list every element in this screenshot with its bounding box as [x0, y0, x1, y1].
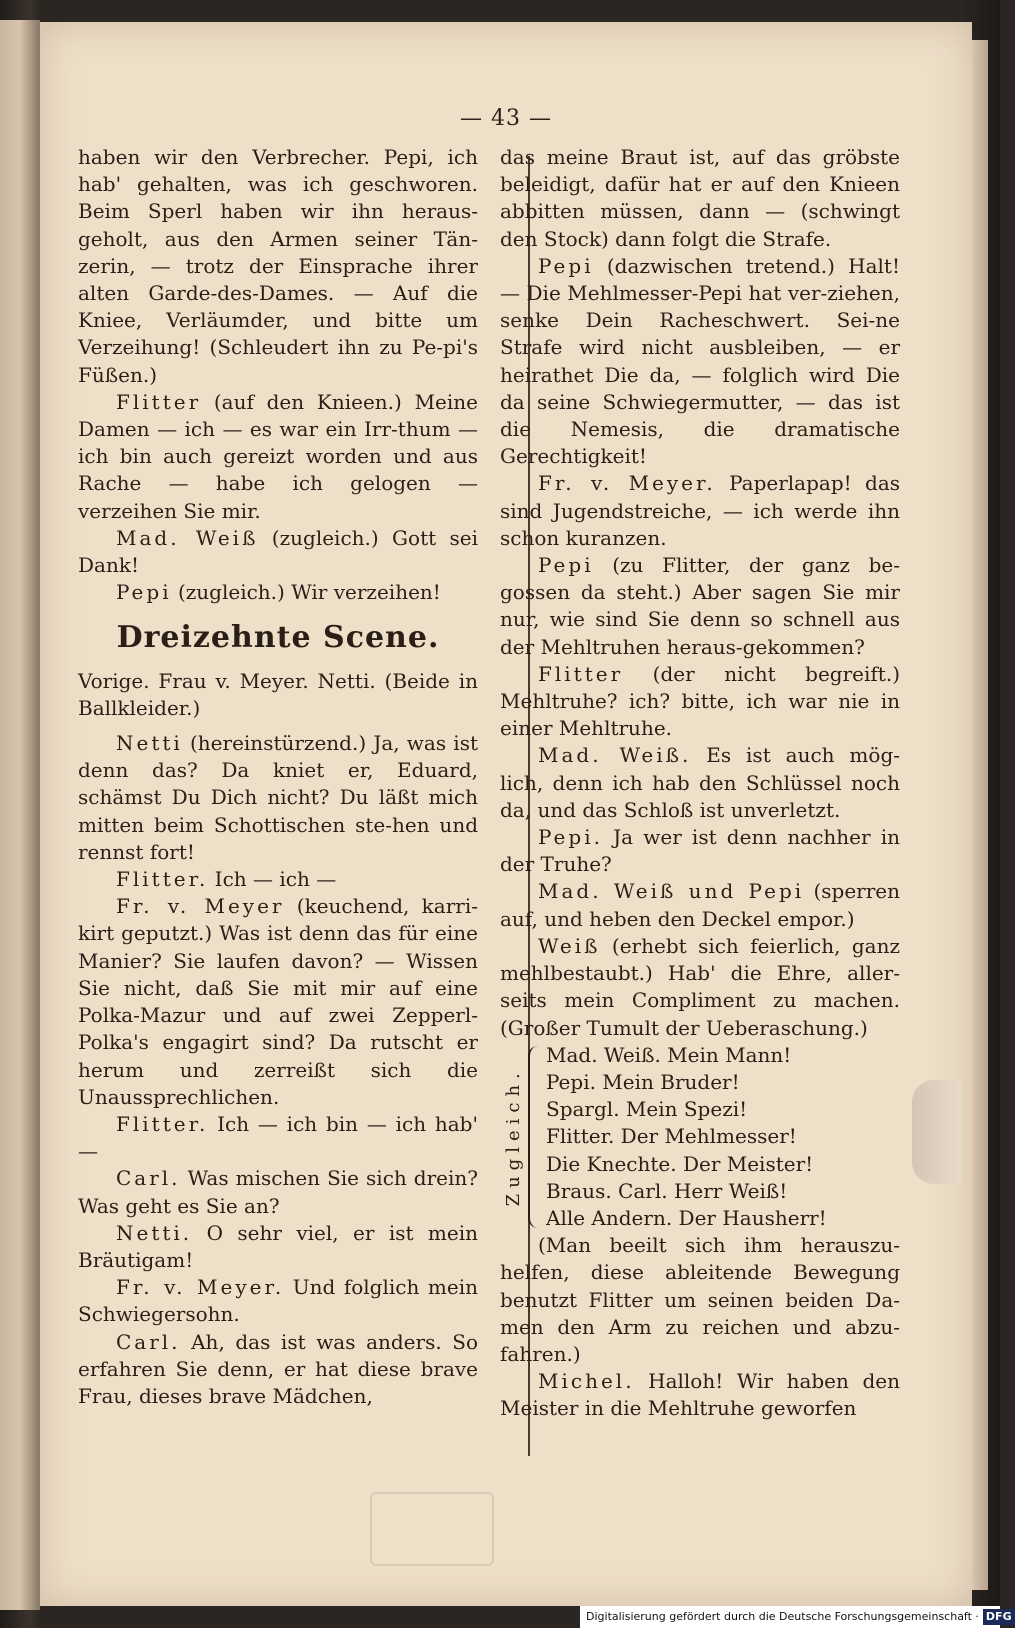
speaker-name: Netti.: [116, 1220, 193, 1245]
chorus-line: Die Knechte. Der Meister!: [546, 1151, 814, 1176]
paragraph-text: (sperren auf, und heben den Deckel empor.): [500, 879, 901, 931]
paragraph: [500, 552, 900, 661]
speaker-name: Carl.: [116, 1166, 181, 1191]
speaker-name: Pepi: [538, 253, 594, 278]
speaker-name: Netti: [116, 731, 183, 756]
chorus-label: Zugleich.: [503, 1067, 524, 1207]
paragraph-text: Ich — ich bin — ich hab' —: [78, 1111, 478, 1164]
paragraph-text: (Man beeilt sich ihm herauszu-helfen, diese ableitende Bewegung benutzt Flitter um seinen beiden Da-men den Arm zu reichen und abzu-fahren.): [500, 1233, 900, 1366]
paragraph-text: (hereinstürzend.) Ja, was ist denn das? Da kniet er, Eduard, schämst Du Dich nicht? Du läßt mich mitten beim Schottischen ste-hen und rennst fort!: [78, 731, 478, 864]
paragraph-text: Ja wer ist denn nachher in der Truhe?: [500, 825, 900, 877]
speaker-name: Flitter: [538, 661, 624, 686]
paragraph: [500, 742, 900, 824]
paragraph: [78, 1111, 478, 1165]
paragraph-text: das meine Braut ist, auf das gröbste beleidigt, dafür hat er auf den Knieen abbitten müssen, dann — (schwingt den Stock) dann folgt die Strafe.: [500, 145, 900, 251]
speaker-name: Weiß: [538, 933, 601, 958]
paragraph-text: haben wir den Verbrecher. Pepi, ich hab' gehalten, was ich geschworen. Beim Sperl haben wir ihn heraus-geholt, aus den Armen seiner Tän-zerin, — trotz der Einsprache ihrer alten Garde-des-Dames. — Auf die Kniee, Verläumder, und bitte um Verzeihung! (Schleudert ihn zu Pe-pi's Füßen.): [78, 145, 478, 387]
paragraph-text: Was mischen Sie sich drein? Was geht es Sie an?: [78, 1166, 478, 1218]
scene-heading: Dreizehnte Scene.: [116, 620, 440, 656]
speaker-name: Carl.: [116, 1329, 181, 1354]
speaker-name: Mad. Weiß und Pepi: [538, 879, 805, 904]
paragraph: [78, 866, 478, 893]
speaker-name: Pepi: [538, 553, 594, 578]
paragraph: [500, 253, 900, 471]
paragraph: [78, 144, 478, 389]
paragraph: [78, 1220, 478, 1274]
paragraph-text: Paperlapap! das sind Jugendstreiche, — ich werde ihn schon kuranzen.: [500, 471, 900, 550]
chorus-line: Flitter. Der Mehlmesser!: [546, 1124, 797, 1149]
chorus-block: [500, 1042, 900, 1232]
speaker-name: Mad. Weiß: [116, 525, 259, 550]
clip-tab: [912, 1080, 962, 1184]
book-page: [40, 22, 972, 1606]
speaker-name: Flitter.: [116, 1111, 209, 1136]
paragraph: [78, 1274, 478, 1328]
brace: [528, 1046, 542, 1228]
chorus-line: Alle Andern. Der Hausherr!: [546, 1205, 827, 1230]
right-page-edge: [972, 40, 988, 1590]
speaker-name: Pepi.: [538, 825, 603, 850]
paragraph-text: (dazwischen tretend.) Halt! — Die Mehlmesser-Pepi hat ver-ziehen, senke Dein Racheschwert. Sei-ne Strafe wird nicht ausbleiben, — er heirathet Die da, — folglich wird Die da seine Schwiegermutter, — das ist die Nemesis, die dramatische Gerechtigkeit!: [500, 253, 900, 469]
paragraph: [78, 1329, 478, 1411]
chorus-line: Pepi. Mein Bruder!: [546, 1069, 740, 1094]
chorus-line: Braus. Carl. Herr Weiß!: [546, 1178, 788, 1203]
paragraph: [500, 933, 900, 1042]
paragraph: [500, 878, 900, 932]
paragraph-text: Ah, das ist was anders. So erfahren Sie denn, er hat diese brave Frau, dieses brave Mädchen,: [78, 1329, 478, 1408]
paragraph: [78, 579, 478, 606]
footer-text: Digitalisierung gefördert durch die Deutsche Forschungsgemeinschaft ·: [586, 1610, 979, 1623]
left-page-edge: [0, 20, 40, 1610]
digitization-footer: [580, 1606, 1012, 1628]
paragraph-text: Ich — ich —: [208, 867, 337, 892]
paragraph: [500, 661, 900, 743]
library-stamp: [370, 1492, 494, 1566]
paragraph-text: (erhebt sich feierlich, ganz mehlbestaubt.) Hab' die Ehre, aller-seits mein Compliment zu machen. (Großer Tumult der Ueberaschung.): [500, 933, 900, 1040]
paragraph: [500, 824, 900, 878]
paragraph: [500, 144, 900, 253]
paragraph-text: (zugleich.) Wir verzeihen!: [171, 580, 441, 605]
chorus-lines: [546, 1042, 900, 1232]
speaker-name: Fr. v. Meyer.: [116, 1275, 285, 1300]
chorus-line: Mad. Weiß. Mein Mann!: [546, 1042, 792, 1067]
speaker-name: Fr. v. Meyer.: [538, 471, 716, 496]
page-number: — 43 —: [460, 106, 552, 131]
speaker-name: Mad. Weiß.: [538, 743, 692, 768]
paragraph: [78, 893, 478, 1111]
left-column: [78, 144, 478, 1410]
paragraph: [78, 389, 478, 525]
speaker-name: Pepi: [116, 580, 172, 605]
paragraph: [500, 1232, 900, 1368]
paragraph-text: Es ist auch mög-lich, denn ich hab den Schlüssel noch da, und das Schloß ist unverletzt.: [500, 743, 901, 822]
paragraph-text: Und folglich mein Schwiegersohn.: [78, 1275, 478, 1327]
cast-line: Vorige. Frau v. Meyer. Netti. (Beide in Ballkleider.): [78, 668, 478, 720]
paragraph-text: (auf den Knieen.) Meine Damen — ich — es war ein Irr-thum — ich bin auch gereizt worden und aus Rache — habe ich gelogen — verzeihen Sie mir.: [78, 389, 478, 523]
paragraph-text: O sehr viel, er ist mein Bräutigam!: [78, 1220, 478, 1272]
dfg-logo: DFG: [983, 1609, 1015, 1625]
paragraph-text: (keuchend, karri-kirt geputzt.) Was ist denn das für eine Manier? Sie laufen davon? — Wissen Sie nicht, daß Sie mit mir auf eine Polka-Mazur und auf zwei Zepperl-Polka's engagirt sind? Da rutscht er herum und zerreißt sich die Unaussprechlichen.: [78, 894, 478, 1109]
speaker-name: Flitter.: [116, 867, 209, 892]
paragraph: [78, 730, 478, 866]
speaker-name: Flitter: [116, 389, 202, 414]
speaker-name: Michel.: [538, 1369, 635, 1394]
paragraph-text: (zugleich.) Gott sei Dank!: [78, 525, 478, 578]
paragraph-text: (zu Flitter, der ganz be-gossen da steht.) Aber sagen Sie mir nur, wie sind Sie denn so schnell aus der Mehltruhen heraus-gekommen?: [500, 553, 900, 659]
chorus-line: Spargl. Mein Spezi!: [546, 1097, 748, 1122]
speaker-name: Fr. v. Meyer: [116, 894, 285, 919]
paragraph: [500, 470, 900, 552]
paragraph: [500, 1368, 900, 1422]
paragraph-text: Halloh! Wir haben den Meister in die Mehltruhe geworfen: [500, 1369, 900, 1421]
paragraph-text: (der nicht begreift.) Mehltruhe? ich? bitte, ich war nie in einer Mehltruhe.: [500, 661, 900, 741]
right-column: [500, 144, 900, 1423]
paragraph: [78, 525, 478, 579]
paragraph: [78, 1165, 478, 1219]
